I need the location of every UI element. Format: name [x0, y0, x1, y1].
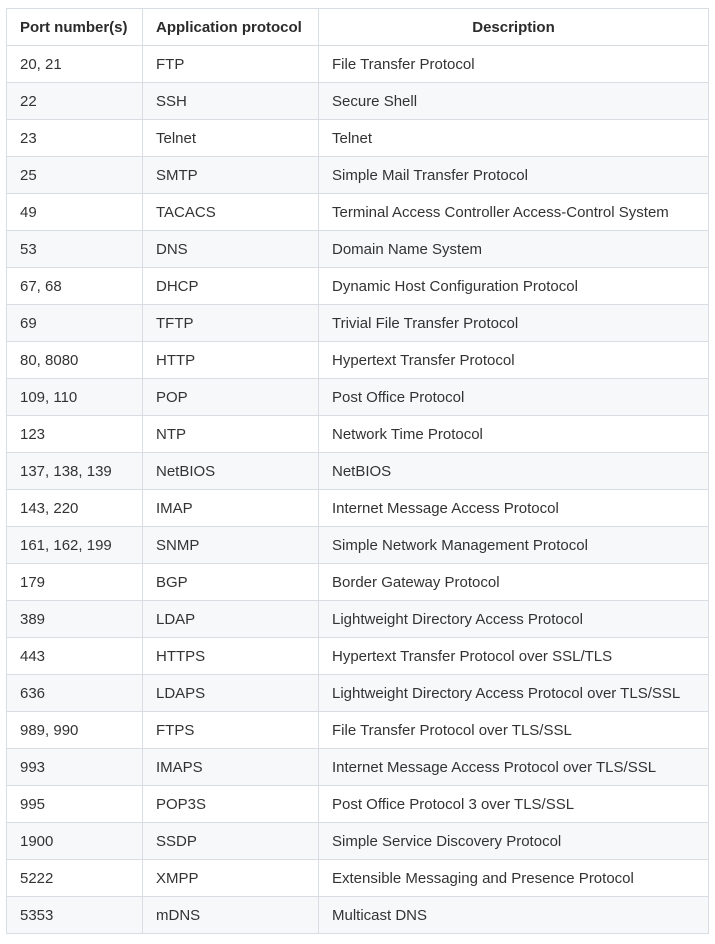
table-row — [7, 749, 709, 786]
cell-description: Lightweight Directory Access Protocol — [319, 601, 709, 638]
cell-application-protocol: DHCP — [143, 268, 319, 305]
cell-description: Simple Service Discovery Protocol — [319, 823, 709, 860]
cell-port-numbers: 137, 138, 139 — [7, 453, 143, 490]
cell-application-protocol: IMAP — [143, 490, 319, 527]
cell-description: Post Office Protocol — [319, 379, 709, 416]
table-row — [7, 601, 709, 638]
table-row — [7, 46, 709, 83]
cell-port-numbers: 5222 — [7, 860, 143, 897]
cell-description: Network Time Protocol — [319, 416, 709, 453]
cell-application-protocol: mDNS — [143, 897, 319, 934]
table-row — [7, 416, 709, 453]
table-row — [7, 490, 709, 527]
cell-application-protocol: TFTP — [143, 305, 319, 342]
cell-application-protocol: SMTP — [143, 157, 319, 194]
cell-application-protocol: DNS — [143, 231, 319, 268]
table-row — [7, 342, 709, 379]
table-row — [7, 897, 709, 934]
table-row — [7, 675, 709, 712]
cell-application-protocol: NTP — [143, 416, 319, 453]
cell-application-protocol: HTTP — [143, 342, 319, 379]
cell-application-protocol: SSH — [143, 83, 319, 120]
cell-application-protocol: TACACS — [143, 194, 319, 231]
cell-description: Simple Mail Transfer Protocol — [319, 157, 709, 194]
table-row — [7, 786, 709, 823]
cell-description: Extensible Messaging and Presence Protocol — [319, 860, 709, 897]
table-row — [7, 860, 709, 897]
cell-description: NetBIOS — [319, 453, 709, 490]
cell-port-numbers: 53 — [7, 231, 143, 268]
table-row — [7, 231, 709, 268]
cell-port-numbers: 989, 990 — [7, 712, 143, 749]
cell-port-numbers: 5353 — [7, 897, 143, 934]
cell-port-numbers: 49 — [7, 194, 143, 231]
table-row — [7, 194, 709, 231]
table-row — [7, 527, 709, 564]
table-body — [7, 46, 709, 934]
cell-description: Domain Name System — [319, 231, 709, 268]
table-row — [7, 453, 709, 490]
cell-port-numbers: 25 — [7, 157, 143, 194]
cell-description: Dynamic Host Configuration Protocol — [319, 268, 709, 305]
cell-application-protocol: FTP — [143, 46, 319, 83]
table-row — [7, 823, 709, 860]
cell-port-numbers: 20, 21 — [7, 46, 143, 83]
cell-description: Border Gateway Protocol — [319, 564, 709, 601]
cell-port-numbers: 443 — [7, 638, 143, 675]
cell-description: Trivial File Transfer Protocol — [319, 305, 709, 342]
cell-port-numbers: 109, 110 — [7, 379, 143, 416]
cell-port-numbers: 123 — [7, 416, 143, 453]
cell-description: Telnet — [319, 120, 709, 157]
cell-application-protocol: LDAP — [143, 601, 319, 638]
cell-port-numbers: 67, 68 — [7, 268, 143, 305]
header-row — [7, 9, 709, 46]
cell-description: Multicast DNS — [319, 897, 709, 934]
cell-application-protocol: POP3S — [143, 786, 319, 823]
cell-application-protocol: SNMP — [143, 527, 319, 564]
cell-application-protocol: BGP — [143, 564, 319, 601]
cell-port-numbers: 636 — [7, 675, 143, 712]
cell-port-numbers: 179 — [7, 564, 143, 601]
cell-port-numbers: 993 — [7, 749, 143, 786]
cell-description: Simple Network Management Protocol — [319, 527, 709, 564]
table-row — [7, 157, 709, 194]
cell-application-protocol: Telnet — [143, 120, 319, 157]
cell-application-protocol: NetBIOS — [143, 453, 319, 490]
cell-application-protocol: IMAPS — [143, 749, 319, 786]
table-row — [7, 712, 709, 749]
cell-port-numbers: 143, 220 — [7, 490, 143, 527]
cell-port-numbers: 1900 — [7, 823, 143, 860]
cell-description: Secure Shell — [319, 83, 709, 120]
header-application-protocol: Application protocol — [143, 9, 319, 46]
cell-application-protocol: HTTPS — [143, 638, 319, 675]
cell-description: File Transfer Protocol — [319, 46, 709, 83]
cell-description: Hypertext Transfer Protocol — [319, 342, 709, 379]
table-header — [7, 9, 709, 46]
cell-description: Terminal Access Controller Access-Control System — [319, 194, 709, 231]
cell-description: Hypertext Transfer Protocol over SSL/TLS — [319, 638, 709, 675]
cell-application-protocol: SSDP — [143, 823, 319, 860]
cell-port-numbers: 161, 162, 199 — [7, 527, 143, 564]
cell-application-protocol: XMPP — [143, 860, 319, 897]
table-row — [7, 379, 709, 416]
cell-port-numbers: 389 — [7, 601, 143, 638]
cell-description: File Transfer Protocol over TLS/SSL — [319, 712, 709, 749]
cell-description: Internet Message Access Protocol — [319, 490, 709, 527]
cell-port-numbers: 22 — [7, 83, 143, 120]
cell-description: Internet Message Access Protocol over TLS/SSL — [319, 749, 709, 786]
table-row — [7, 268, 709, 305]
table-row — [7, 638, 709, 675]
cell-port-numbers: 69 — [7, 305, 143, 342]
table-row — [7, 305, 709, 342]
cell-description: Post Office Protocol 3 over TLS/SSL — [319, 786, 709, 823]
header-port-numbers: Port number(s) — [7, 9, 143, 46]
cell-description: Lightweight Directory Access Protocol over TLS/SSL — [319, 675, 709, 712]
table-row — [7, 120, 709, 157]
cell-application-protocol: LDAPS — [143, 675, 319, 712]
cell-application-protocol: FTPS — [143, 712, 319, 749]
cell-port-numbers: 23 — [7, 120, 143, 157]
cell-application-protocol: POP — [143, 379, 319, 416]
header-description: Description — [319, 9, 709, 46]
table-row — [7, 564, 709, 601]
cell-port-numbers: 995 — [7, 786, 143, 823]
table-row — [7, 83, 709, 120]
port-protocol-table — [6, 8, 709, 934]
cell-port-numbers: 80, 8080 — [7, 342, 143, 379]
port-table-container — [6, 8, 708, 934]
